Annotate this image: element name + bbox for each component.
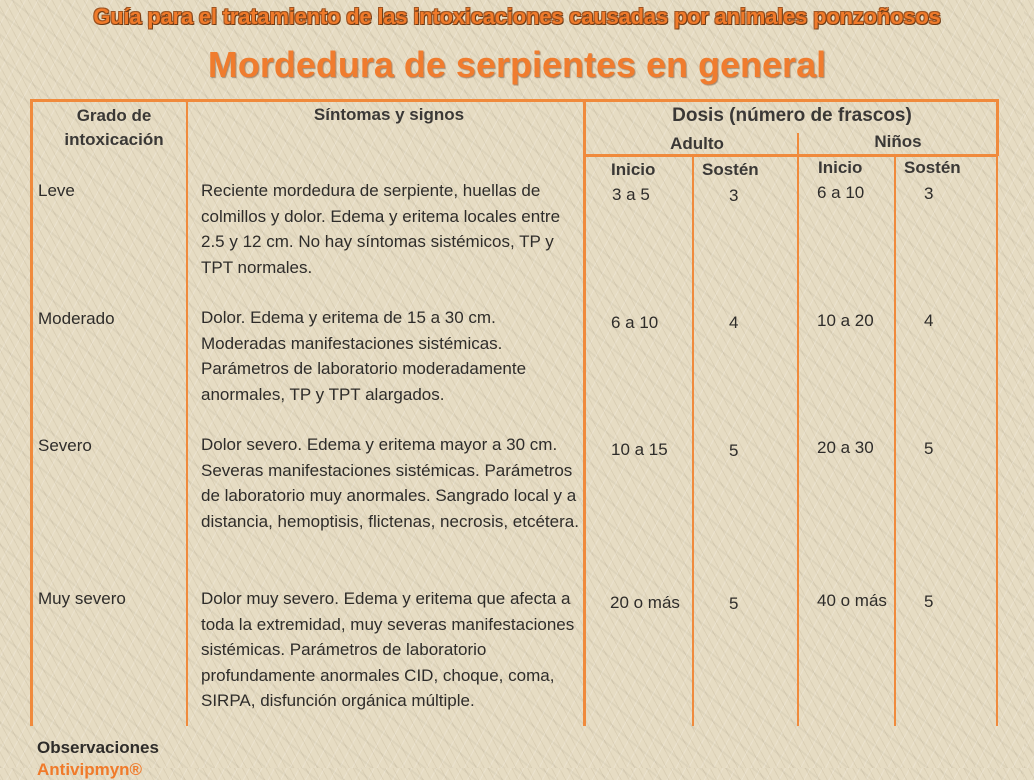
table-border-left [30, 99, 33, 726]
row-adulto-sosten: 4 [729, 313, 739, 332]
header-ninos-sosten: Sostén [904, 158, 961, 177]
row-ninos-inicio: 20 a 30 [817, 438, 874, 457]
header-dosis: Dosis (número de frascos) [672, 105, 912, 126]
header-ninos-inicio: Inicio [818, 158, 863, 177]
row-adulto-inicio: 10 a 15 [611, 440, 668, 459]
table-border-top [30, 99, 998, 102]
row-ninos-sosten: 5 [924, 439, 934, 458]
header-adulto: Adulto [670, 134, 724, 153]
header-adulto-inicio: Inicio [611, 160, 656, 179]
row-grado: Moderado [38, 309, 115, 328]
table-divider-adulto-ninos [797, 154, 799, 726]
row-adulto-sosten: 5 [729, 594, 739, 613]
row-ninos-sosten: 4 [924, 311, 934, 330]
guide-title: Guía para el tratamiento de las intoxicaciones causadas por animales ponzoñosos [93, 4, 941, 29]
antivenom-name: Antivipmyn® [37, 760, 143, 779]
row-adulto-inicio: 6 a 10 [611, 313, 659, 332]
row-ninos-inicio: 40 o más [817, 591, 887, 610]
row-sintomas: Reciente mordedura de serpiente, huellas de colmillos y dolor. Edema y eritema locales entre 2.5 y 12 cm. No hay síntomas sistémicos, TP y TPT normales. [201, 181, 561, 277]
row-adulto-inicio: 3 a 5 [612, 185, 650, 204]
header-grado: Grado de intoxicación [64, 106, 164, 149]
header-adulto-sosten: Sostén [702, 160, 759, 179]
page-title: Mordedura de serpientes en general [207, 44, 827, 85]
row-ninos-inicio: 10 a 20 [817, 311, 874, 330]
row-sintomas: Dolor severo. Edema y eritema mayor a 30 cm. Severas manifestaciones sistémicas. Parámetros de laboratorio muy anormales. Sangrado local y a distancia, hemoptisis, flictenas, necrosis, etcétera. [201, 435, 579, 531]
row-adulto-inicio: 20 o más [610, 593, 680, 612]
row-ninos-inicio: 6 a 10 [817, 183, 865, 202]
table-divider-adulto-ninos-top [797, 133, 799, 155]
row-sintomas: Dolor. Edema y eritema de 15 a 30 cm. Moderadas manifestaciones sistémicas. Parámetros de laboratorio moderadamente anormales, TP y TPT alargados. [201, 308, 527, 404]
header-sintomas: Síntomas y signos [313, 105, 465, 124]
row-ninos-sosten: 5 [924, 592, 934, 611]
row-grado: Leve [38, 181, 75, 200]
row-adulto-sosten: 5 [729, 441, 739, 460]
table-divider-sintomas [583, 99, 586, 726]
row-adulto-sosten: 3 [729, 186, 739, 205]
observaciones-heading: Observaciones [37, 738, 159, 757]
table-subheader-line [583, 154, 998, 157]
table-border-right [996, 99, 999, 156]
table-divider-grado [186, 99, 188, 726]
header-ninos: Niños [874, 132, 922, 151]
row-sintomas: Dolor muy severo. Edema y eritema que afecta a toda la extremidad, muy severas manifestaciones sistémicas. Parámetros de laboratorio profundamente anormales CID, choque, coma, SIRPA, disfunción orgánica múltiple. [201, 589, 575, 710]
row-grado: Severo [38, 436, 92, 455]
row-ninos-sosten: 3 [924, 184, 934, 203]
row-grado: Muy severo [38, 589, 126, 608]
